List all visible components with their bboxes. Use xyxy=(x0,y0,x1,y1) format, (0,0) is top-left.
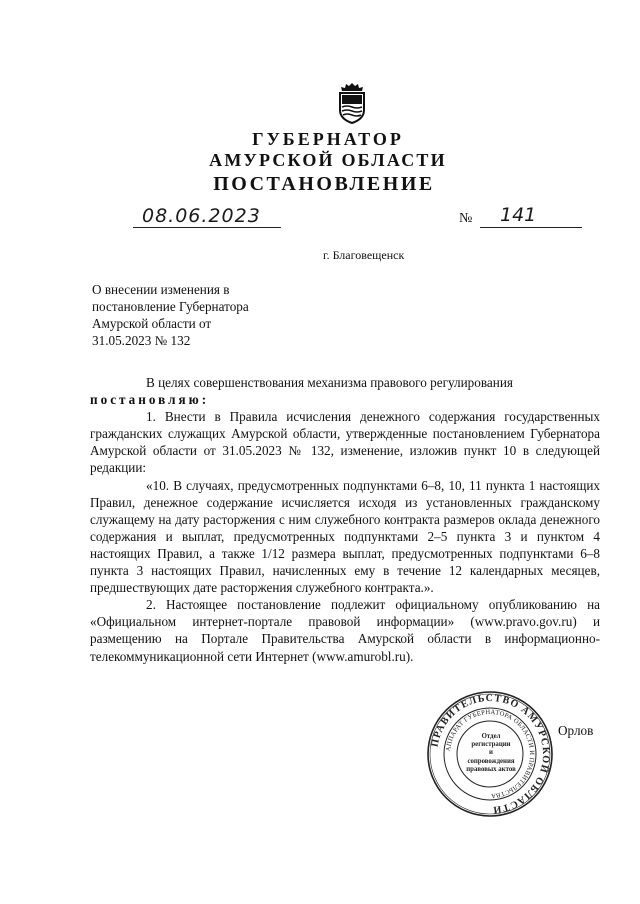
stamp-center-line: правовых актов xyxy=(466,765,516,773)
date-underline xyxy=(133,227,281,228)
document-subject xyxy=(92,281,312,349)
resolve-word: постановляю: xyxy=(90,392,210,408)
subject-line: Амурской области от xyxy=(92,316,212,331)
authority-title: ГУБЕРНАТОР xyxy=(252,129,404,149)
document-type: ПОСТАНОВЛЕНИЕ xyxy=(213,173,435,195)
stamp-outer-text: ПРАВИТЕЛЬСТВО АМУРСКОЙ ОБЛАСТИ xyxy=(429,692,552,816)
clause-2: 2. Настоящее постановление подлежит официальному опубликованию на «Официальном интернет-портале правовой информации» (www.pravo.gov.ru) и размещению на Портале Правительства Амурской области в информационно-телекоммуникационной сети Интернет (www.amurobl.ru). xyxy=(90,597,600,664)
document-number: 141 xyxy=(500,204,537,226)
subject-line: О внесении изменения в xyxy=(92,282,230,297)
signer-name: Орлов xyxy=(558,723,594,738)
stamp-center-line: регистрации xyxy=(471,741,511,749)
stamp-center-line: и сопровождения xyxy=(467,749,515,765)
stamp-center-text xyxy=(466,733,516,774)
stamp-center-line: Отдел xyxy=(481,733,501,740)
quoted-clause: «10. В случаях, предусмотренных подпунктами 6–8, 10, 11 пункта 1 настоящих Правил, денежное содержание исчисляется исходя из установленных гражданскому служащему на дату расторжения с ним служебного контракта размеров оклада денежного содержания и выплат, предусмотренных подпунктами 2–5 пункта 3 и пунктом 4 настоящих Правил, а также 1/12 размера выплат, предусмотренных подпунктами 6–8 пункта 3 настоящих Правил, начисленных ему в течение 12 календарных месяцев, предшествующих дате расторжения служебного контракта.». xyxy=(90,477,600,596)
coat-of-arms-emblem xyxy=(336,82,368,124)
number-underline xyxy=(480,227,582,228)
subject-line: 31.05.2023 № 132 xyxy=(92,333,191,348)
document-body xyxy=(90,374,600,665)
subject-line: постановление Губернатора xyxy=(92,299,249,314)
clause-1: 1. Внести в Правила исчисления денежного содержания государственных гражданских служащих Амурской области, утвержденные постановлением Губернатора Амурской области от 31.05.2023 № 132, изменение, изложив пункт 10 в следующей редакции: xyxy=(90,409,600,476)
number-sign: № xyxy=(459,211,473,226)
city: г. Благовещенск xyxy=(323,248,405,262)
document-date: 08.06.2023 xyxy=(142,205,261,227)
preamble: В целях совершенствования механизма правового регулирования xyxy=(146,375,513,390)
stamp-inner-text: АППАРАТ ГУБЕРНАТОРА ОБЛАСТИ И ПРАВИТЕЛЬСТВА xyxy=(445,708,536,800)
authority-region: АМУРСКОЙ ОБЛАСТИ xyxy=(209,150,447,170)
